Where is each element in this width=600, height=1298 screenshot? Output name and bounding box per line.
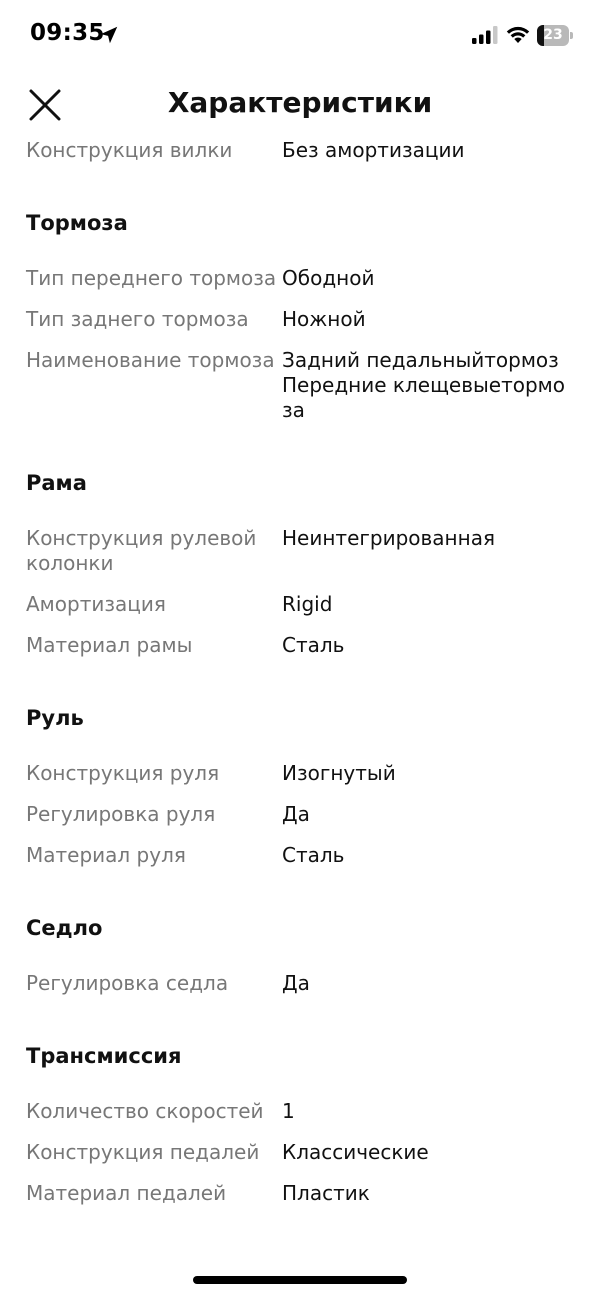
spec-value: Пластик bbox=[282, 1181, 370, 1205]
spec-row bbox=[0, 802, 600, 843]
status-bar bbox=[0, 0, 600, 72]
spec-row-fork bbox=[0, 138, 600, 163]
spec-value: Сталь bbox=[282, 633, 345, 657]
section-title-brakes: Тормоза bbox=[26, 211, 128, 235]
spec-value: Да bbox=[282, 802, 310, 826]
spec-row bbox=[0, 761, 600, 802]
battery-cap bbox=[570, 32, 573, 39]
section-title-transmission: Трансмиссия bbox=[26, 1044, 182, 1068]
spec-label: Конструкция руля bbox=[26, 761, 220, 785]
spec-label: Конструкция рулевой колонки bbox=[26, 526, 257, 575]
spec-label: Регулировка руля bbox=[26, 802, 216, 826]
location-arrow-icon bbox=[98, 24, 120, 46]
spec-row bbox=[0, 971, 600, 996]
status-time: 09:35 bbox=[30, 20, 105, 46]
spec-label: Тип заднего тормоза bbox=[26, 307, 249, 331]
spec-label: Регулировка седла bbox=[26, 971, 229, 995]
page-title: Характеристики bbox=[167, 86, 433, 119]
spec-row bbox=[0, 1140, 600, 1181]
spec-value: Классические bbox=[282, 1140, 429, 1164]
spec-row bbox=[0, 633, 600, 658]
signal-icon bbox=[472, 26, 498, 44]
battery-icon bbox=[537, 25, 573, 46]
spec-label: Конструкция вилки bbox=[26, 138, 233, 162]
spec-label: Материал педалей bbox=[26, 1181, 227, 1205]
spec-label: Амортизация bbox=[26, 592, 166, 616]
section-title-frame: Рама bbox=[26, 471, 87, 495]
spec-value: Ножной bbox=[282, 307, 366, 331]
spec-row bbox=[0, 1099, 600, 1140]
spec-row bbox=[0, 348, 600, 423]
battery-percentage: 23 bbox=[543, 27, 563, 43]
spec-value: 1 bbox=[282, 1099, 295, 1123]
spec-row bbox=[0, 307, 600, 348]
spec-row bbox=[0, 266, 600, 307]
spec-value: Без амортизации bbox=[282, 138, 465, 162]
spec-label: Конструкция педалей bbox=[26, 1140, 260, 1164]
spec-row bbox=[0, 843, 600, 868]
home-indicator[interactable] bbox=[193, 1276, 407, 1284]
spec-label: Тип переднего тормоза bbox=[26, 266, 277, 290]
spec-value: Изогнутый bbox=[282, 761, 396, 785]
header bbox=[0, 72, 600, 136]
spec-value: Сталь bbox=[282, 843, 345, 867]
spec-label: Материал рамы bbox=[26, 633, 193, 657]
spec-row bbox=[0, 526, 600, 592]
spec-value: Да bbox=[282, 971, 310, 995]
specs-list[interactable] bbox=[0, 138, 600, 1206]
spec-label: Материал руля bbox=[26, 843, 186, 867]
wifi-icon bbox=[505, 24, 531, 44]
spec-value: Rigid bbox=[282, 592, 333, 616]
spec-value: Ободной bbox=[282, 266, 375, 290]
spec-label: Количество скоростей bbox=[26, 1099, 264, 1123]
spec-row bbox=[0, 592, 600, 633]
spec-row bbox=[0, 1181, 600, 1206]
section-title-saddle: Седло bbox=[26, 916, 103, 940]
spec-label: Наименование тормоза bbox=[26, 348, 275, 372]
spec-value: Неинтегрированная bbox=[282, 526, 495, 550]
section-title-handlebar: Руль bbox=[26, 706, 84, 730]
spec-value: Задний педальныйтормозПередние клещевыетормоза bbox=[282, 348, 566, 422]
